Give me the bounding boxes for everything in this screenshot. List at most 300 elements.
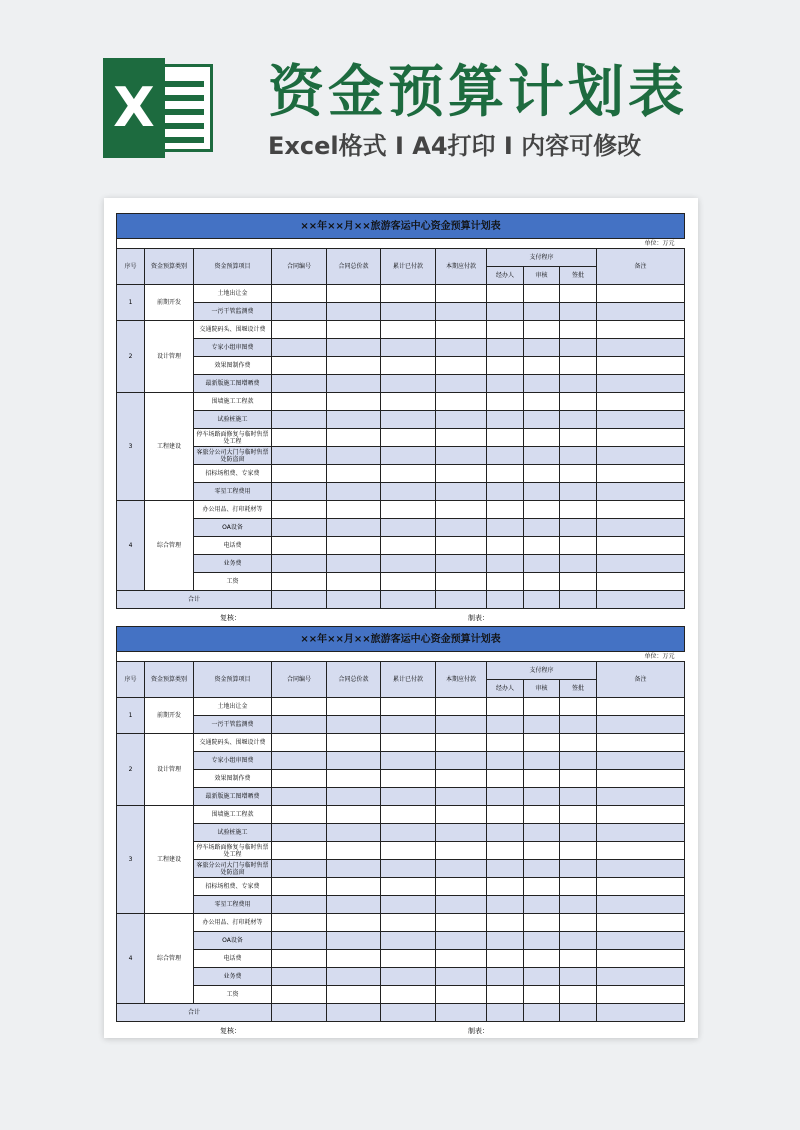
data-cell[interactable]	[560, 393, 597, 411]
data-cell[interactable]	[327, 896, 381, 914]
total-cell[interactable]	[327, 591, 381, 609]
total-cell[interactable]	[272, 1004, 327, 1022]
data-cell[interactable]	[381, 555, 436, 573]
data-cell[interactable]	[524, 914, 560, 932]
data-cell[interactable]	[272, 968, 327, 986]
data-cell[interactable]	[487, 573, 524, 591]
total-row	[117, 591, 685, 609]
data-cell[interactable]	[327, 986, 381, 1004]
data-cell[interactable]	[524, 321, 560, 339]
data-cell[interactable]	[381, 860, 436, 878]
data-cell[interactable]	[560, 788, 597, 806]
data-cell[interactable]	[560, 339, 597, 357]
data-cell[interactable]	[524, 303, 560, 321]
data-cell[interactable]	[597, 465, 685, 483]
data-cell[interactable]	[272, 375, 327, 393]
data-cell[interactable]	[524, 770, 560, 788]
data-cell[interactable]	[487, 878, 524, 896]
data-cell[interactable]	[487, 285, 524, 303]
data-cell[interactable]	[487, 555, 524, 573]
data-cell[interactable]	[327, 375, 381, 393]
data-cell[interactable]	[487, 968, 524, 986]
data-cell[interactable]	[436, 842, 487, 860]
data-cell[interactable]	[560, 734, 597, 752]
data-cell[interactable]	[327, 483, 381, 501]
data-cell[interactable]	[487, 321, 524, 339]
data-cell[interactable]	[597, 914, 685, 932]
data-cell[interactable]	[560, 537, 597, 555]
data-cell[interactable]	[436, 806, 487, 824]
data-cell[interactable]	[272, 950, 327, 968]
data-cell[interactable]	[487, 734, 524, 752]
data-cell[interactable]	[327, 914, 381, 932]
data-cell[interactable]	[381, 519, 436, 537]
data-cell[interactable]	[524, 357, 560, 375]
data-cell[interactable]	[272, 860, 327, 878]
data-cell[interactable]	[487, 716, 524, 734]
data-cell[interactable]	[436, 896, 487, 914]
data-cell[interactable]	[327, 411, 381, 429]
data-cell[interactable]	[436, 555, 487, 573]
total-cell[interactable]	[487, 1004, 524, 1022]
total-cell[interactable]	[560, 591, 597, 609]
data-cell[interactable]	[327, 716, 381, 734]
data-cell[interactable]	[524, 393, 560, 411]
data-cell[interactable]	[381, 914, 436, 932]
data-cell[interactable]	[560, 429, 597, 447]
data-cell[interactable]	[327, 734, 381, 752]
total-cell[interactable]	[524, 1004, 560, 1022]
data-cell[interactable]	[560, 860, 597, 878]
data-cell[interactable]	[487, 842, 524, 860]
data-cell[interactable]	[436, 411, 487, 429]
data-cell[interactable]	[272, 752, 327, 770]
data-cell[interactable]	[272, 321, 327, 339]
data-cell[interactable]	[381, 878, 436, 896]
data-cell[interactable]	[487, 932, 524, 950]
data-cell[interactable]	[597, 321, 685, 339]
data-cell[interactable]	[487, 375, 524, 393]
data-cell[interactable]	[327, 968, 381, 986]
data-cell[interactable]	[597, 878, 685, 896]
data-cell[interactable]	[524, 860, 560, 878]
data-cell[interactable]	[524, 896, 560, 914]
data-cell[interactable]	[487, 537, 524, 555]
data-cell[interactable]	[560, 806, 597, 824]
data-cell[interactable]	[487, 483, 524, 501]
data-cell[interactable]	[327, 501, 381, 519]
col-header-due: 本期应付款	[436, 249, 487, 285]
data-cell[interactable]	[381, 842, 436, 860]
data-cell[interactable]	[487, 465, 524, 483]
data-cell[interactable]	[560, 950, 597, 968]
data-cell[interactable]	[436, 950, 487, 968]
data-cell[interactable]	[381, 465, 436, 483]
group-category: 设计管理	[145, 321, 194, 393]
data-cell[interactable]	[436, 752, 487, 770]
data-cell[interactable]	[272, 896, 327, 914]
data-cell[interactable]	[487, 860, 524, 878]
data-cell[interactable]	[560, 698, 597, 716]
data-cell[interactable]	[597, 357, 685, 375]
data-cell[interactable]	[487, 519, 524, 537]
data-cell[interactable]	[560, 932, 597, 950]
data-cell[interactable]	[381, 986, 436, 1004]
data-cell[interactable]	[560, 483, 597, 501]
data-cell[interactable]	[560, 465, 597, 483]
data-cell[interactable]	[272, 770, 327, 788]
data-cell[interactable]	[381, 716, 436, 734]
data-cell[interactable]	[272, 339, 327, 357]
data-cell[interactable]	[597, 519, 685, 537]
data-cell[interactable]	[327, 698, 381, 716]
data-cell[interactable]	[524, 788, 560, 806]
data-cell[interactable]	[381, 447, 436, 465]
total-cell[interactable]	[597, 1004, 685, 1022]
data-cell[interactable]	[524, 537, 560, 555]
data-cell[interactable]	[381, 321, 436, 339]
data-cell[interactable]	[487, 752, 524, 770]
data-cell[interactable]	[381, 698, 436, 716]
data-cell[interactable]	[524, 339, 560, 357]
data-cell[interactable]	[272, 501, 327, 519]
data-cell[interactable]	[381, 357, 436, 375]
data-cell[interactable]	[381, 896, 436, 914]
data-cell[interactable]	[597, 501, 685, 519]
data-cell[interactable]	[524, 519, 560, 537]
data-cell[interactable]	[436, 770, 487, 788]
data-cell[interactable]	[524, 734, 560, 752]
data-cell[interactable]	[560, 573, 597, 591]
data-cell[interactable]	[436, 986, 487, 1004]
data-cell[interactable]	[272, 483, 327, 501]
data-cell[interactable]	[272, 303, 327, 321]
data-cell[interactable]	[327, 519, 381, 537]
data-cell[interactable]	[597, 932, 685, 950]
data-cell[interactable]	[327, 447, 381, 465]
data-cell[interactable]	[524, 465, 560, 483]
data-cell[interactable]	[436, 519, 487, 537]
data-cell[interactable]	[327, 950, 381, 968]
data-cell[interactable]	[381, 770, 436, 788]
data-cell[interactable]	[597, 734, 685, 752]
data-cell[interactable]	[381, 734, 436, 752]
data-cell[interactable]	[272, 716, 327, 734]
data-cell[interactable]	[327, 573, 381, 591]
total-cell[interactable]	[487, 591, 524, 609]
group-no: 1	[117, 698, 145, 734]
data-cell[interactable]	[272, 824, 327, 842]
data-cell[interactable]	[524, 932, 560, 950]
data-cell[interactable]	[327, 357, 381, 375]
data-cell[interactable]	[436, 573, 487, 591]
data-cell[interactable]	[560, 555, 597, 573]
data-cell[interactable]	[560, 842, 597, 860]
data-cell[interactable]	[560, 375, 597, 393]
data-cell[interactable]	[381, 303, 436, 321]
data-cell[interactable]	[381, 752, 436, 770]
data-cell[interactable]	[381, 950, 436, 968]
data-cell[interactable]	[597, 375, 685, 393]
data-cell[interactable]	[381, 411, 436, 429]
data-cell[interactable]	[272, 411, 327, 429]
data-cell[interactable]	[327, 555, 381, 573]
data-cell[interactable]	[560, 321, 597, 339]
data-cell[interactable]	[327, 303, 381, 321]
data-cell[interactable]	[327, 339, 381, 357]
data-cell[interactable]	[524, 501, 560, 519]
data-cell[interactable]	[436, 860, 487, 878]
total-cell[interactable]	[436, 591, 487, 609]
data-cell[interactable]	[487, 950, 524, 968]
data-cell[interactable]	[524, 447, 560, 465]
data-cell[interactable]	[597, 806, 685, 824]
data-cell[interactable]	[487, 824, 524, 842]
data-cell[interactable]	[436, 429, 487, 447]
data-cell[interactable]	[436, 734, 487, 752]
data-cell[interactable]	[487, 303, 524, 321]
data-cell[interactable]	[487, 339, 524, 357]
data-cell[interactable]	[524, 752, 560, 770]
data-cell[interactable]	[597, 770, 685, 788]
data-cell[interactable]	[327, 429, 381, 447]
data-cell[interactable]	[524, 842, 560, 860]
data-cell[interactable]	[487, 698, 524, 716]
data-cell[interactable]	[272, 519, 327, 537]
data-cell[interactable]	[272, 878, 327, 896]
data-cell[interactable]	[597, 303, 685, 321]
data-cell[interactable]	[272, 393, 327, 411]
data-cell[interactable]	[524, 375, 560, 393]
data-cell[interactable]	[272, 806, 327, 824]
data-cell[interactable]	[597, 842, 685, 860]
data-cell[interactable]	[560, 447, 597, 465]
data-cell[interactable]	[487, 806, 524, 824]
data-cell[interactable]	[597, 752, 685, 770]
total-cell[interactable]	[560, 1004, 597, 1022]
data-cell[interactable]	[524, 429, 560, 447]
data-cell[interactable]	[272, 537, 327, 555]
data-cell[interactable]	[597, 483, 685, 501]
table-row	[117, 806, 685, 824]
data-cell[interactable]	[524, 824, 560, 842]
data-cell[interactable]	[327, 860, 381, 878]
data-cell[interactable]	[381, 285, 436, 303]
data-cell[interactable]	[381, 537, 436, 555]
data-cell[interactable]	[597, 573, 685, 591]
data-cell[interactable]	[524, 411, 560, 429]
group-no: 2	[117, 321, 145, 393]
data-cell[interactable]	[560, 716, 597, 734]
data-cell[interactable]	[327, 537, 381, 555]
data-cell[interactable]	[487, 986, 524, 1004]
data-cell[interactable]	[524, 698, 560, 716]
data-cell[interactable]	[560, 519, 597, 537]
data-cell[interactable]	[524, 968, 560, 986]
data-cell[interactable]	[272, 555, 327, 573]
data-cell[interactable]	[436, 303, 487, 321]
data-cell[interactable]	[524, 573, 560, 591]
data-cell[interactable]	[597, 393, 685, 411]
data-cell[interactable]	[436, 878, 487, 896]
data-cell[interactable]	[381, 501, 436, 519]
data-cell[interactable]	[436, 501, 487, 519]
data-cell[interactable]	[524, 986, 560, 1004]
data-cell[interactable]	[327, 842, 381, 860]
data-cell[interactable]	[487, 393, 524, 411]
data-cell[interactable]	[436, 321, 487, 339]
data-cell[interactable]	[327, 878, 381, 896]
data-cell[interactable]	[597, 411, 685, 429]
data-cell[interactable]	[436, 447, 487, 465]
data-cell[interactable]	[560, 878, 597, 896]
data-cell[interactable]	[560, 303, 597, 321]
data-cell[interactable]	[487, 429, 524, 447]
data-cell[interactable]	[327, 321, 381, 339]
data-cell[interactable]	[327, 806, 381, 824]
data-cell[interactable]	[381, 806, 436, 824]
data-cell[interactable]	[381, 393, 436, 411]
data-cell[interactable]	[381, 339, 436, 357]
table-row	[117, 788, 685, 806]
data-cell[interactable]	[487, 770, 524, 788]
data-cell[interactable]	[560, 411, 597, 429]
total-cell[interactable]	[327, 1004, 381, 1022]
total-cell[interactable]	[381, 591, 436, 609]
data-cell[interactable]	[436, 698, 487, 716]
data-cell[interactable]	[436, 483, 487, 501]
data-cell[interactable]	[381, 824, 436, 842]
col-header-payment-process: 支付程序	[487, 249, 597, 267]
data-cell[interactable]	[436, 357, 487, 375]
data-cell[interactable]	[597, 716, 685, 734]
data-cell[interactable]	[560, 501, 597, 519]
data-cell[interactable]	[436, 788, 487, 806]
data-cell[interactable]	[272, 734, 327, 752]
data-cell[interactable]	[272, 986, 327, 1004]
data-cell[interactable]	[560, 968, 597, 986]
data-cell[interactable]	[436, 968, 487, 986]
total-cell[interactable]	[272, 591, 327, 609]
data-cell[interactable]	[487, 788, 524, 806]
data-cell[interactable]	[381, 968, 436, 986]
data-cell[interactable]	[436, 716, 487, 734]
data-cell[interactable]	[597, 986, 685, 1004]
data-cell[interactable]	[560, 986, 597, 1004]
data-cell[interactable]	[381, 573, 436, 591]
data-cell[interactable]	[436, 285, 487, 303]
data-cell[interactable]	[524, 878, 560, 896]
data-cell[interactable]	[487, 501, 524, 519]
data-cell[interactable]	[272, 285, 327, 303]
data-cell[interactable]	[597, 537, 685, 555]
total-cell[interactable]	[436, 1004, 487, 1022]
data-cell[interactable]	[487, 896, 524, 914]
total-cell[interactable]	[381, 1004, 436, 1022]
table-row	[117, 770, 685, 788]
data-cell[interactable]	[327, 770, 381, 788]
data-cell[interactable]	[560, 896, 597, 914]
data-cell[interactable]	[524, 483, 560, 501]
data-cell[interactable]	[327, 465, 381, 483]
data-cell[interactable]	[272, 429, 327, 447]
data-cell[interactable]	[436, 914, 487, 932]
data-cell[interactable]	[272, 788, 327, 806]
col-header-item: 资金预算项目	[194, 662, 272, 698]
data-cell[interactable]	[272, 447, 327, 465]
data-cell[interactable]	[597, 285, 685, 303]
data-cell[interactable]	[597, 429, 685, 447]
data-cell[interactable]	[327, 932, 381, 950]
data-cell[interactable]	[272, 842, 327, 860]
data-cell[interactable]	[381, 932, 436, 950]
data-cell[interactable]	[560, 824, 597, 842]
data-cell[interactable]	[597, 860, 685, 878]
data-cell[interactable]	[272, 357, 327, 375]
data-cell[interactable]	[327, 752, 381, 770]
data-cell[interactable]	[272, 573, 327, 591]
data-cell[interactable]	[597, 788, 685, 806]
data-cell[interactable]	[436, 375, 487, 393]
data-cell[interactable]	[597, 698, 685, 716]
data-cell[interactable]	[327, 285, 381, 303]
budget-item: 围墙施工工程款	[194, 806, 272, 824]
data-cell[interactable]	[436, 932, 487, 950]
data-cell[interactable]	[560, 357, 597, 375]
data-cell[interactable]	[524, 716, 560, 734]
data-cell[interactable]	[597, 339, 685, 357]
data-cell[interactable]	[327, 824, 381, 842]
data-cell[interactable]	[487, 914, 524, 932]
data-cell[interactable]	[436, 339, 487, 357]
data-cell[interactable]	[597, 968, 685, 986]
data-cell[interactable]	[272, 465, 327, 483]
data-cell[interactable]	[597, 950, 685, 968]
data-cell[interactable]	[272, 914, 327, 932]
data-cell[interactable]	[436, 824, 487, 842]
data-cell[interactable]	[597, 824, 685, 842]
data-cell[interactable]	[436, 537, 487, 555]
data-cell[interactable]	[560, 770, 597, 788]
data-cell[interactable]	[381, 483, 436, 501]
total-cell[interactable]	[597, 591, 685, 609]
data-cell[interactable]	[487, 411, 524, 429]
data-cell[interactable]	[327, 393, 381, 411]
data-cell[interactable]	[272, 698, 327, 716]
data-cell[interactable]	[272, 932, 327, 950]
data-cell[interactable]	[327, 788, 381, 806]
data-cell[interactable]	[524, 950, 560, 968]
data-cell[interactable]	[381, 429, 436, 447]
data-cell[interactable]	[560, 285, 597, 303]
data-cell[interactable]	[524, 555, 560, 573]
data-cell[interactable]	[524, 806, 560, 824]
data-cell[interactable]	[436, 393, 487, 411]
data-cell[interactable]	[487, 447, 524, 465]
group-category: 前期开发	[145, 698, 194, 734]
data-cell[interactable]	[560, 914, 597, 932]
data-cell[interactable]	[560, 752, 597, 770]
data-cell[interactable]	[436, 465, 487, 483]
total-cell[interactable]	[524, 591, 560, 609]
data-cell[interactable]	[487, 357, 524, 375]
data-cell[interactable]	[597, 447, 685, 465]
data-cell[interactable]	[524, 285, 560, 303]
data-cell[interactable]	[381, 375, 436, 393]
data-cell[interactable]	[597, 896, 685, 914]
data-cell[interactable]	[381, 788, 436, 806]
data-cell[interactable]	[597, 555, 685, 573]
